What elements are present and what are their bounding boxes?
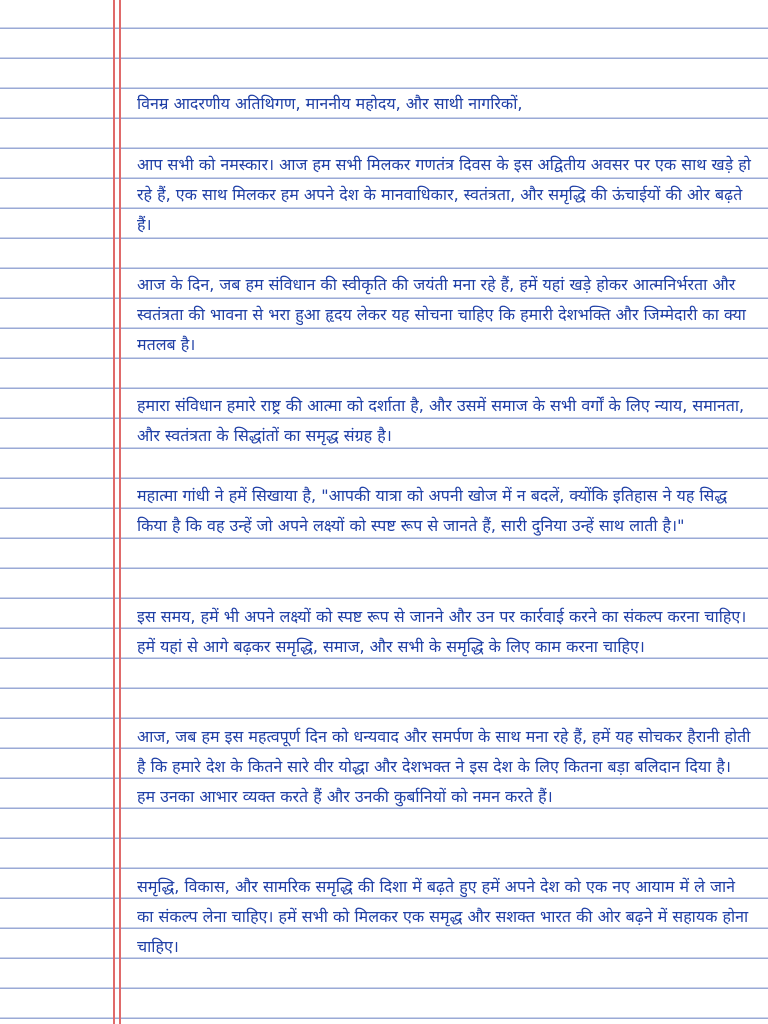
greeting-block xyxy=(137,89,752,119)
paragraph-text: इस समय, हमें भी अपने लक्ष्यों को स्पष्ट रूप से जानने और उन पर कार्रवाई करने का संकल्प करना चाहिए। हमें यहां से आगे बढ़कर समृद्धि, समाज, और सभी के समृद्धि के लिए काम करना चाहिए। xyxy=(137,607,747,656)
paragraph-text: समृद्धि, विकास, और सामरिक समृद्धि की दिशा में बढ़ते हुए हमें अपने देश को एक नए आयाम में ले जाने का संकल्प लेना चाहिए। हमें सभी को मिलकर एक समृद्ध और सशक्त भारत की ओर बढ़ने में सहायक होना चाहिए। xyxy=(137,877,749,956)
paragraph-5 xyxy=(137,602,752,662)
paragraph-1 xyxy=(137,150,752,240)
greeting-text: विनम्र आदरणीय अतिथिगण, माननीय महोदय, और साथी नागरिकों, xyxy=(137,94,523,113)
paragraph-2 xyxy=(137,270,752,360)
paragraph-text: आज के दिन, जब हम संविधान की स्वीकृति की जयंती मना रहे हैं, हमें यहां खड़े होकर आत्मनिर्भरता और स्वतंत्रता की भावना से भरा हुआ हृदय लेकर यह सोचना चाहिए कि हमारी देशभक्ति और जिम्मेदारी का क्या मतलब है। xyxy=(137,275,746,354)
paragraph-4 xyxy=(137,481,752,541)
paragraph-6 xyxy=(137,722,752,812)
paragraph-text: हमारा संविधान हमारे राष्ट्र की आत्मा को दर्शाता है, और उसमें समाज के सभी वर्गों के लिए न्याय, समानता, और स्वतंत्रता के सिद्धांतों का समृद्ध संग्रह है। xyxy=(137,396,745,445)
paragraph-7 xyxy=(137,872,752,962)
paragraph-3 xyxy=(137,391,752,451)
paragraph-text: महात्मा गांधी ने हमें सिखाया है, "आपकी यात्रा को अपनी खोज में न बदलें, क्योंकि इतिहास ने यह सिद्ध किया है कि वह उन्हें जो अपने लक्ष्यों को स्पष्ट रूप से जानते हैं, सारी दुनिया उन्हें साथ लाती है।" xyxy=(137,486,728,535)
paragraph-text: आज, जब हम इस महत्वपूर्ण दिन को धन्यवाद और समर्पण के साथ मना रहे हैं, हमें यह सोचकर हैरानी होती है कि हमारे देश के कितने सारे वीर योद्धा और देशभक्त ने इस देश के लिए कितना बड़ा बलिदान दिया है। हम उनका आभार व्यक्त करते हैं और उनकी कुर्बानियों को नमन करते हैं। xyxy=(137,727,751,806)
margin-line-right xyxy=(119,0,121,1024)
margin-line-left xyxy=(113,0,115,1024)
paragraph-text: आप सभी को नमस्कार। आज हम सभी मिलकर गणतंत्र दिवस के इस अद्वितीय अवसर पर एक साथ खड़े हो रहे हैं, एक साथ मिलकर हम अपने देश के मानवाधिकार, स्वतंत्रता, और समृद्धि की ऊंचाईयों की ओर बढ़ते हैं। xyxy=(137,155,751,234)
